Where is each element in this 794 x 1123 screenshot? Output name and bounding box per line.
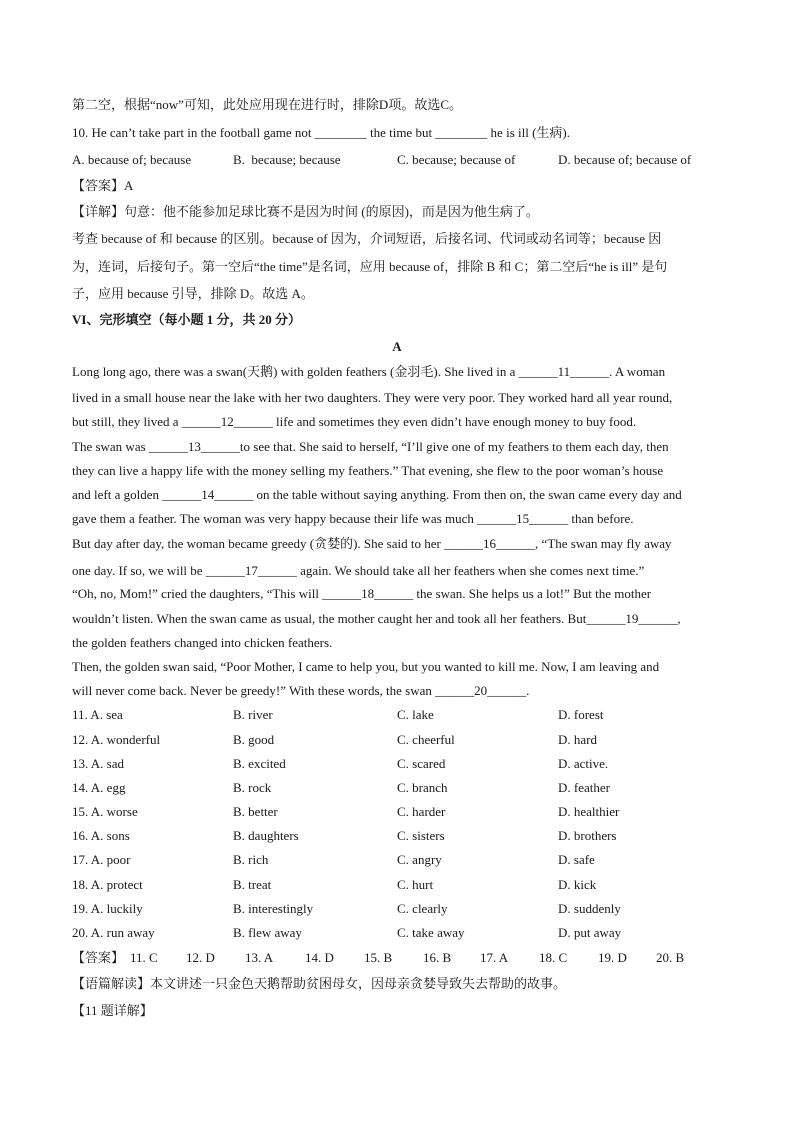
option-b: B. rock bbox=[233, 780, 272, 795]
passage-line: they can live a happy life with the money selling my feathers.” That evening, she flew to the poor woman’s house bbox=[72, 463, 664, 478]
option-a: 20. A. run away bbox=[72, 925, 155, 940]
option-b: B. excited bbox=[233, 756, 286, 771]
q10-option-a: A. because of; because bbox=[72, 152, 192, 167]
option-a: 14. A. egg bbox=[72, 780, 126, 795]
passage-line: wouldn’t listen. When the swan came as usual, the mother caught her and took all her feathers. But______19______, bbox=[72, 611, 681, 626]
passage-line: gave them a feather. The woman was very happy because their life was much ______15______ than before. bbox=[72, 511, 634, 526]
option-d: D. kick bbox=[558, 877, 597, 892]
answer-key-label: 【答案】 bbox=[72, 950, 125, 965]
answer-item: 14. D bbox=[305, 950, 334, 965]
passage-summary: 【语篇解读】本文讲述一只金色天鹅帮助贫困母女，因母亲贪婪导致失去帮助的故事。 bbox=[72, 976, 567, 991]
passage-line: will never come back. Never be greedy!” With these words, the swan ______20______. bbox=[72, 683, 530, 698]
passage-line: one day. If so, we will be ______17______ again. We should take all her feathers when she comes next time.” bbox=[72, 563, 645, 578]
passage-line: and left a golden ______14______ on the table without saying anything. From then on, the swan came every day and bbox=[72, 487, 682, 502]
passage-line: lived in a small house near the lake with her two daughters. They were very poor. They worked hard all year round, bbox=[72, 390, 673, 405]
option-a: 13. A. sad bbox=[72, 756, 124, 771]
answer-item: 19. D bbox=[598, 950, 627, 965]
q10-answer: 【答案】A bbox=[72, 178, 134, 193]
option-b: B. rich bbox=[233, 852, 269, 867]
option-c: C. cheerful bbox=[397, 732, 455, 747]
answer-item: 12. D bbox=[186, 950, 215, 965]
option-b: B. river bbox=[233, 707, 273, 722]
option-b: B. interestingly bbox=[233, 901, 314, 916]
option-d: D. brothers bbox=[558, 828, 617, 843]
q11-detail-heading: 【11 题详解】 bbox=[72, 1003, 153, 1018]
option-c: C. harder bbox=[397, 804, 446, 819]
passage-line: “Oh, no, Mom!” cried the daughters, “This will ______18______ the swan. She helps us a lot!” But the mother bbox=[72, 586, 652, 601]
option-d: D. active. bbox=[558, 756, 609, 771]
q10-explanation-line-1: 考查 because of 和 because 的区别。because of 因为，介词短语，后接名词、代词或动名词等；because 因 bbox=[72, 231, 662, 246]
option-a: 17. A. poor bbox=[72, 852, 131, 867]
answer-item: 16. B bbox=[423, 950, 452, 965]
passage-line: but still, they lived a ______12______ life and sometimes they even didn’t have enough money to buy food. bbox=[72, 414, 637, 429]
option-c: C. take away bbox=[397, 925, 465, 940]
option-b: B. better bbox=[233, 804, 278, 819]
option-b: B. treat bbox=[233, 877, 272, 892]
option-d: D. safe bbox=[558, 852, 595, 867]
option-d: D. healthier bbox=[558, 804, 620, 819]
option-c: C. angry bbox=[397, 852, 442, 867]
option-b: B. daughters bbox=[233, 828, 299, 843]
q10-explanation-line-2: 为，连词，后接句子。第一空后“the time”是名词，应用 because of，排除 B 和 C；第二空后“he is ill” 是句 bbox=[72, 259, 668, 274]
q10-option-c: C. because; because of bbox=[397, 152, 516, 167]
passage-line: Long long ago, there was a swan(天鹅) with golden feathers (金羽毛). She lived in a ______11______. A woman bbox=[72, 364, 666, 379]
answer-item: 18. C bbox=[539, 950, 568, 965]
option-d: D. suddenly bbox=[558, 901, 621, 916]
passage-line: Then, the golden swan said, “Poor Mother, I came to help you, but you wanted to kill me. Now, I am leaving and bbox=[72, 659, 660, 674]
answer-item: 20. B bbox=[656, 950, 685, 965]
option-d: D. hard bbox=[558, 732, 597, 747]
option-a: 11. A. sea bbox=[72, 707, 123, 722]
option-a: 18. A. protect bbox=[72, 877, 143, 892]
option-a: 15. A. worse bbox=[72, 804, 138, 819]
option-c: C. hurt bbox=[397, 877, 434, 892]
option-d: D. feather bbox=[558, 780, 610, 795]
option-d: D. forest bbox=[558, 707, 604, 722]
q10-stem: 10. He can’t take part in the football game not ________ the time but ________ he is ill (生病). bbox=[72, 125, 570, 140]
option-c: C. branch bbox=[397, 780, 448, 795]
passage-letter: A bbox=[392, 339, 402, 354]
passage-line: the golden feathers changed into chicken feathers. bbox=[72, 635, 333, 650]
q10-explanation-line-3: 子，应用 because 引导，排除 D。故选 A。 bbox=[72, 286, 314, 301]
q9-explanation-tail: 第二空，根据“now”可知，此处应用现在进行时，排除D项。故选C。 bbox=[72, 97, 462, 112]
option-d: D. put away bbox=[558, 925, 622, 940]
q10-option-d: D. because of; because of bbox=[558, 152, 692, 167]
option-a: 16. A. sons bbox=[72, 828, 130, 843]
option-a: 12. A. wonderful bbox=[72, 732, 161, 747]
option-a: 19. A. luckily bbox=[72, 901, 143, 916]
passage-line: The swan was ______13______to see that. She said to herself, “I’ll give one of my feathers to them each day, then bbox=[72, 439, 669, 454]
answer-item: 11. C bbox=[130, 950, 158, 965]
option-b: B. good bbox=[233, 732, 275, 747]
q10-option-b: B. because; because bbox=[233, 152, 341, 167]
option-b: B. flew away bbox=[233, 925, 302, 940]
answer-item: 17. A bbox=[480, 950, 509, 965]
section-title: VI、完形填空（每小题 1 分，共 20 分） bbox=[72, 312, 301, 327]
answer-item: 15. B bbox=[364, 950, 393, 965]
answer-item: 13. A bbox=[245, 950, 274, 965]
option-c: C. lake bbox=[397, 707, 434, 722]
option-c: C. scared bbox=[397, 756, 446, 771]
option-c: C. sisters bbox=[397, 828, 445, 843]
passage-line: But day after day, the woman became greedy (贪婪的). She said to her ______16______, “The swan may fly away bbox=[72, 536, 672, 551]
q10-detail: 【详解】句意：他不能参加足球比赛不是因为时间 (的原因)，而是因为他生病了。 bbox=[72, 204, 539, 219]
option-c: C. clearly bbox=[397, 901, 448, 916]
